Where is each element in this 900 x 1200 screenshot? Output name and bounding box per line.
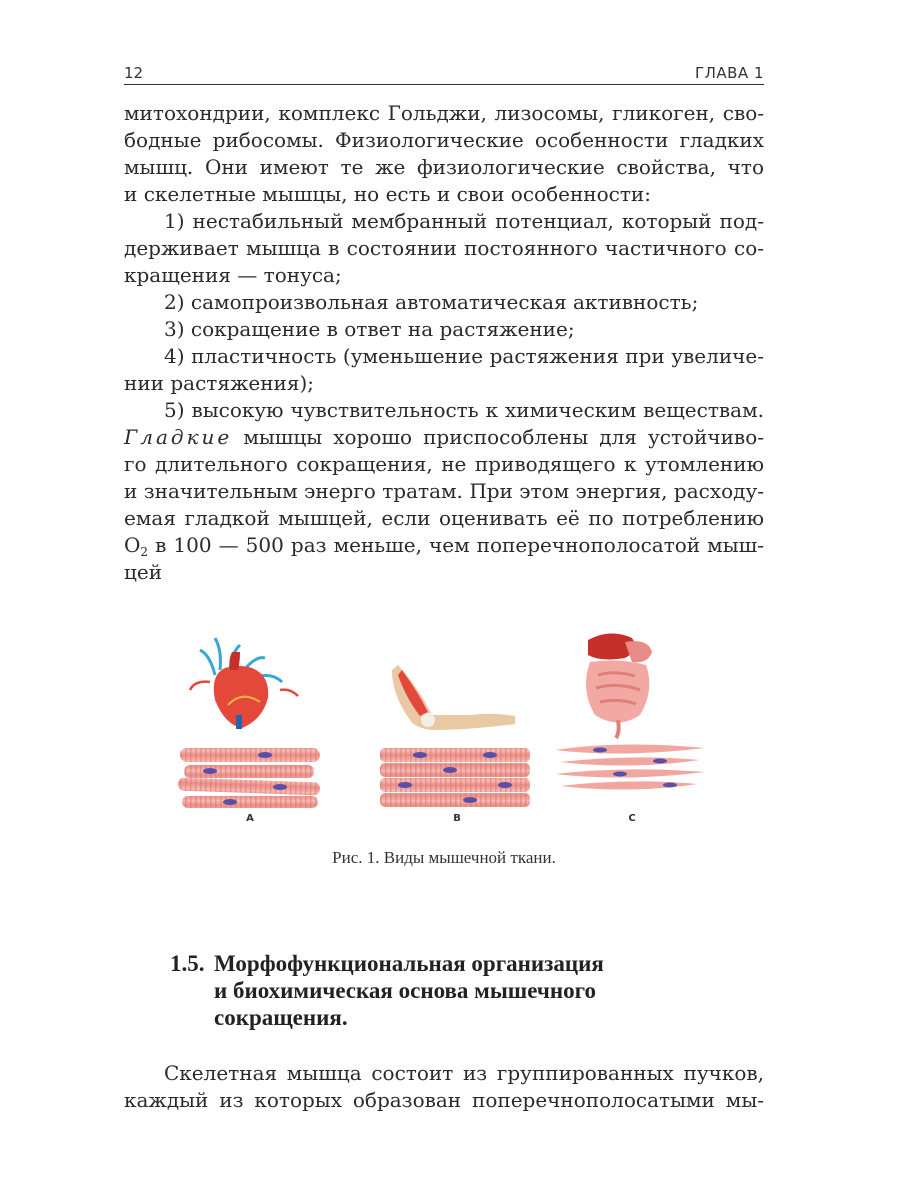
skeletal-muscle-fibers — [380, 748, 530, 807]
o2-subscript: 2 — [140, 545, 149, 559]
list-item-5: 5) высокую чувствительность к химическим веществам. — [164, 398, 764, 422]
cardiac-muscle-fibers — [178, 748, 320, 808]
section-title-line: и биохимическая основа мышечного — [214, 978, 596, 1003]
spaced-word: Гладкие — [124, 425, 233, 449]
text-line: митохондрии, комплекс Гольджи, лизосомы, гликоген, сво- — [124, 101, 764, 125]
heart-illustration — [190, 638, 298, 729]
text-line: го длительного сокращения, не приводящего к утомлению — [124, 452, 764, 476]
figure-label-b: B — [453, 813, 461, 824]
section-heading — [170, 950, 730, 1031]
text-line: бодные рибосомы. Физиологические особенности гладких — [124, 128, 764, 152]
text-line — [124, 532, 764, 559]
figure-label-c: C — [628, 813, 636, 824]
muscle-tissue-figure — [170, 620, 730, 830]
section-number: 1.5. — [170, 951, 205, 976]
figure-label-a: A — [246, 813, 254, 824]
section-title-line: Морфофункциональная организация — [214, 951, 604, 976]
text-line: и скелетные мышцы, но есть и свои особенности: — [124, 182, 651, 206]
arm-illustration — [392, 665, 515, 730]
list-item-4-line: нии растяжения); — [124, 371, 315, 395]
text-fragment: в 100 — 500 раз меньше, чем поперечнополосатой мыш- — [148, 533, 764, 557]
figure-caption: Рис. 1. Виды мышечной ткани. — [332, 848, 556, 867]
smooth-muscle-fibers — [555, 744, 705, 789]
o2-letter: O — [124, 533, 141, 557]
list-item-1-line: держивает мышца в состоянии постоянного частичного со- — [124, 236, 764, 260]
text-line — [124, 424, 764, 451]
list-item-3: 3) сокращение в ответ на растяжение; — [164, 317, 575, 341]
digestive-organs-illustration — [586, 633, 652, 738]
page-header — [124, 62, 764, 85]
list-item-4-line: 4) пластичность (уменьшение растяжения при увеличе- — [164, 344, 764, 368]
text-line: каждый из которых образован поперечнополосатыми мы- — [124, 1088, 764, 1112]
chapter-label: ГЛАВА 1 — [694, 64, 764, 82]
list-item-1-line: 1) нестабильный мембранный потенциал, который под- — [164, 209, 764, 233]
text-line: цей — [124, 560, 163, 584]
list-item-1-line: кращения — тонуса; — [124, 263, 342, 287]
section-title-line: сокращения. — [214, 1005, 348, 1030]
text-line: Скелетная мышца состоит из группированных пучков, — [164, 1061, 764, 1085]
body-text-bottom — [124, 1060, 764, 1114]
text-line: мышц. Они имеют те же физиологические свойства, что — [124, 155, 764, 179]
text-line: и значительным энерго тратам. При этом энергия, расходу- — [124, 479, 764, 503]
text-line: емая гладкой мышцей, если оценивать её по потреблению — [124, 506, 764, 530]
list-item-2: 2) самопроизвольная автоматическая активность; — [164, 290, 699, 314]
body-text-top — [124, 100, 764, 586]
text-fragment: мышцы хорошо приспособлены для устойчиво- — [232, 425, 764, 449]
page-number: 12 — [124, 64, 144, 82]
